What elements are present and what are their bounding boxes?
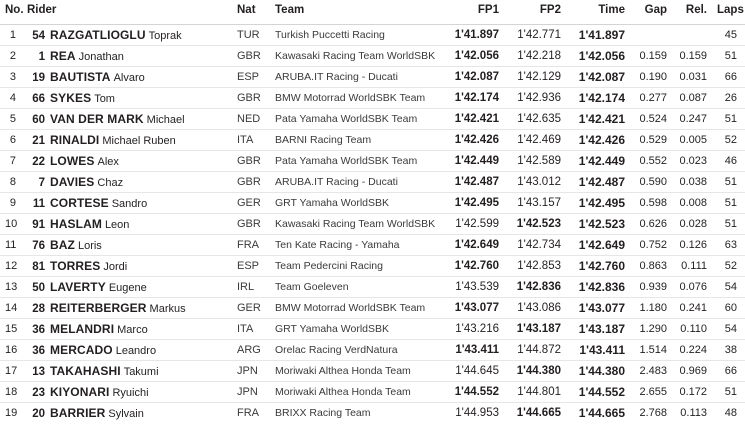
row-rider	[22, 151, 232, 172]
rider-number: 7	[38, 177, 45, 189]
row-fp2-time: 1'42.218	[504, 46, 566, 67]
row-rel: 0.023	[672, 151, 712, 172]
rider-firstname: Jordi	[103, 261, 128, 273]
row-laps: 51	[712, 172, 745, 193]
row-rider	[22, 67, 232, 88]
row-rel: 0.224	[672, 340, 712, 361]
row-fp2-time: 1'43.187	[504, 319, 566, 340]
row-fp2-time: 1'42.129	[504, 67, 566, 88]
rider-number: 23	[32, 387, 45, 399]
rider-surname: LAVERTY	[50, 280, 106, 294]
row-position: 6	[0, 130, 22, 151]
rider-surname: TORRES	[50, 259, 101, 273]
row-fp1-time: 1'42.087	[442, 67, 504, 88]
row-rel: 0.110	[672, 319, 712, 340]
row-laps: 51	[712, 382, 745, 403]
row-nationality: ESP	[232, 67, 270, 88]
row-fp2-time: 1'42.853	[504, 256, 566, 277]
row-rel	[672, 25, 712, 46]
row-team: GRT Yamaha WorldSBK	[270, 193, 442, 214]
row-position: 9	[0, 193, 22, 214]
table-row[interactable]	[0, 46, 745, 67]
rider-surname: REA	[50, 49, 76, 63]
column-header-rel[interactable]: Rel.	[672, 0, 712, 25]
row-fp1-time: 1'44.645	[442, 361, 504, 382]
rider-firstname: Takumi	[123, 366, 159, 378]
rider-number: 11	[32, 198, 45, 210]
rider-surname: CORTESE	[50, 196, 109, 210]
row-team: Kawasaki Racing Team WorldSBK	[270, 46, 442, 67]
rider-number: 36	[32, 345, 45, 357]
row-position: 18	[0, 382, 22, 403]
row-fp1-time: 1'44.953	[455, 407, 499, 419]
row-fp2-time: 1'42.734	[504, 235, 566, 256]
row-laps: 51	[712, 109, 745, 130]
row-nationality: TUR	[232, 25, 270, 46]
row-position: 2	[0, 46, 22, 67]
row-rider	[22, 88, 232, 109]
row-best-time: 1'42.087	[566, 67, 630, 88]
rider-number: 19	[32, 72, 45, 84]
row-rel: 0.076	[672, 277, 712, 298]
row-position: 5	[0, 109, 22, 130]
row-team: BRIXX Racing Team	[275, 407, 371, 419]
rider-surname: RAZGATLIOGLU	[50, 28, 146, 42]
row-rider	[22, 382, 232, 403]
table-row[interactable]	[0, 340, 745, 361]
rider-number: 36	[32, 324, 45, 336]
row-nationality: GBR	[232, 214, 270, 235]
row-rider	[22, 193, 232, 214]
rider-surname: TAKAHASHI	[50, 364, 121, 378]
rider-number: 13	[32, 366, 45, 378]
row-fp1-time: 1'42.174	[442, 88, 504, 109]
row-fp2-time: 1'42.836	[504, 277, 566, 298]
table-row[interactable]	[0, 25, 745, 46]
row-best-time: 1'44.380	[566, 361, 630, 382]
row-gap: 0.863	[630, 256, 672, 277]
rider-number: 81	[32, 261, 45, 273]
row-gap	[630, 25, 672, 46]
rider-firstname: Michael Ruben	[102, 135, 176, 147]
row-laps: 66	[712, 67, 745, 88]
table-row[interactable]	[0, 214, 745, 235]
row-best-time: 1'43.187	[566, 319, 630, 340]
row-position: 11	[0, 235, 22, 256]
rider-surname: LOWES	[50, 154, 95, 168]
row-team: BARNI Racing Team	[270, 130, 442, 151]
rider-number: 21	[32, 135, 45, 147]
table-header	[0, 0, 745, 25]
table-row[interactable]	[0, 130, 745, 151]
row-gap: 2.483	[630, 361, 672, 382]
rider-number: 50	[32, 282, 45, 294]
table-row[interactable]	[0, 67, 745, 88]
row-best-time: 1'43.411	[566, 340, 630, 361]
row-fp2-time: 1'42.936	[504, 88, 566, 109]
row-position: 13	[0, 277, 22, 298]
rider-firstname: Loris	[77, 240, 102, 252]
row-best-time: 1'43.077	[566, 298, 630, 319]
row-team: Team Goeleven	[270, 277, 442, 298]
row-rider	[22, 403, 232, 424]
row-team: Turkish Puccetti Racing	[270, 25, 442, 46]
row-nationality: FRA	[237, 407, 259, 419]
row-team: Orelac Racing VerdNatura	[270, 340, 442, 361]
row-nationality: FRA	[232, 235, 270, 256]
row-gap: 0.626	[630, 214, 672, 235]
rider-surname: DAVIES	[50, 175, 95, 189]
rider-surname: BAZ	[50, 238, 75, 252]
row-rel: 0.113	[680, 407, 707, 419]
row-fp1-time: 1'42.760	[442, 256, 504, 277]
rider-number: 91	[32, 219, 45, 231]
rider-firstname: Leon	[104, 219, 130, 231]
rider-number: 22	[32, 156, 45, 168]
row-rel: 0.247	[672, 109, 712, 130]
row-nationality: ESP	[232, 256, 270, 277]
row-fp2-time: 1'44.801	[504, 382, 566, 403]
row-best-time: 1'44.552	[566, 382, 630, 403]
row-position: 3	[0, 67, 22, 88]
row-fp1-time: 1'42.487	[442, 172, 504, 193]
row-laps: 51	[712, 193, 745, 214]
column-header-fp1[interactable]: FP1	[442, 0, 504, 25]
row-best-time: 1'44.665	[578, 406, 625, 420]
rider-number: 66	[32, 93, 45, 105]
row-laps: 46	[712, 151, 745, 172]
row-position: 10	[0, 214, 22, 235]
row-gap: 0.752	[630, 235, 672, 256]
column-header-team[interactable]: Team	[270, 0, 442, 25]
row-nationality: GBR	[232, 88, 270, 109]
row-rel: 0.087	[672, 88, 712, 109]
rider-number: 28	[32, 303, 45, 315]
row-laps: 52	[712, 130, 745, 151]
rider-firstname: Ryuichi	[112, 387, 149, 399]
row-rel: 0.031	[672, 67, 712, 88]
row-rider	[22, 235, 232, 256]
rider-surname: VAN DER MARK	[50, 112, 144, 126]
row-rider	[22, 256, 232, 277]
row-laps: 45	[712, 25, 745, 46]
rider-firstname: Sandro	[111, 198, 148, 210]
row-fp2-time: 1'44.872	[504, 340, 566, 361]
row-laps: 48	[724, 407, 737, 419]
column-header-fp2[interactable]: FP2	[504, 0, 566, 25]
row-gap: 0.552	[630, 151, 672, 172]
row-nationality: ITA	[232, 130, 270, 151]
row-fp2-time: 1'42.771	[504, 25, 566, 46]
row-team: GRT Yamaha WorldSBK	[270, 319, 442, 340]
row-team: Ten Kate Racing - Yamaha	[270, 235, 442, 256]
row-team: Pata Yamaha WorldSBK Team	[270, 109, 442, 130]
table-row[interactable]	[0, 235, 745, 256]
row-gap: 0.590	[630, 172, 672, 193]
row-laps: 51	[712, 214, 745, 235]
row-rider	[22, 172, 232, 193]
table-row[interactable]	[0, 319, 745, 340]
rider-surname: RINALDI	[50, 133, 100, 147]
rider-number: 54	[32, 30, 45, 42]
row-rider	[22, 319, 232, 340]
row-rel: 0.969	[672, 361, 712, 382]
row-position: 8	[0, 172, 22, 193]
row-team: ARUBA.IT Racing - Ducati	[270, 67, 442, 88]
table-row[interactable]	[0, 151, 745, 172]
row-fp1-time: 1'43.539	[442, 277, 504, 298]
rider-number: 20	[32, 408, 45, 420]
row-fp1-time: 1'43.411	[442, 340, 504, 361]
row-rider	[22, 25, 232, 46]
row-rider	[22, 214, 232, 235]
row-best-time: 1'42.426	[566, 130, 630, 151]
table-body	[0, 25, 745, 424]
row-gap: 0.190	[630, 67, 672, 88]
row-rel: 0.126	[672, 235, 712, 256]
table-row[interactable]	[0, 172, 745, 193]
table-row[interactable]	[0, 277, 745, 298]
table-row[interactable]	[0, 109, 745, 130]
header-row	[0, 0, 745, 25]
row-best-time: 1'42.421	[566, 109, 630, 130]
row-nationality: IRL	[232, 277, 270, 298]
row-laps: 54	[712, 277, 745, 298]
row-fp2-time: 1'44.380	[504, 361, 566, 382]
row-rel: 0.111	[672, 256, 712, 277]
rider-firstname: Toprak	[148, 30, 182, 42]
row-position: 17	[0, 361, 22, 382]
row-laps: 38	[712, 340, 745, 361]
row-nationality: GBR	[232, 172, 270, 193]
row-gap: 2.655	[630, 382, 672, 403]
row-rel: 0.005	[672, 130, 712, 151]
table-row[interactable]	[0, 256, 745, 277]
row-best-time: 1'42.449	[566, 151, 630, 172]
row-position: 1	[0, 25, 22, 46]
row-gap: 0.159	[630, 46, 672, 67]
row-gap: 0.524	[630, 109, 672, 130]
row-rider	[22, 340, 232, 361]
row-laps: 26	[712, 88, 745, 109]
row-nationality: ARG	[232, 340, 270, 361]
rider-surname: BARRIER	[50, 406, 106, 420]
row-laps: 54	[712, 319, 745, 340]
row-nationality: GBR	[232, 46, 270, 67]
rider-firstname: Michael	[146, 114, 185, 126]
row-rider	[22, 46, 232, 67]
row-laps: 66	[712, 361, 745, 382]
rider-firstname: Alvaro	[113, 72, 145, 84]
row-position: 15	[0, 319, 22, 340]
row-fp1-time: 1'42.056	[442, 46, 504, 67]
row-best-time: 1'42.649	[566, 235, 630, 256]
row-best-time: 1'42.056	[566, 46, 630, 67]
row-team: BMW Motorrad WorldSBK Team	[270, 298, 442, 319]
row-fp1-time: 1'42.426	[442, 130, 504, 151]
rider-number: 76	[32, 240, 45, 252]
row-rider	[22, 130, 232, 151]
row-nationality: GER	[232, 298, 270, 319]
row-rel: 0.008	[672, 193, 712, 214]
column-header-gap[interactable]: Gap	[630, 0, 672, 25]
row-rider	[22, 109, 232, 130]
rider-number: 1	[38, 51, 45, 63]
row-fp2-time: 1'42.635	[504, 109, 566, 130]
rider-number: 60	[32, 114, 45, 126]
column-header-nat[interactable]: Nat	[232, 0, 270, 25]
row-team: Pata Yamaha WorldSBK Team	[270, 151, 442, 172]
row-gap: 2.768	[639, 407, 667, 419]
rider-firstname: Markus	[149, 303, 186, 315]
row-gap: 0.939	[630, 277, 672, 298]
rider-surname: KIYONARI	[50, 385, 110, 399]
row-rel: 0.028	[672, 214, 712, 235]
row-gap: 0.598	[630, 193, 672, 214]
row-fp1-time: 1'42.599	[442, 214, 504, 235]
row-gap: 0.529	[630, 130, 672, 151]
row-gap: 1.514	[630, 340, 672, 361]
rider-firstname: Sylvain	[108, 408, 144, 420]
row-fp2-time: 1'43.086	[504, 298, 566, 319]
rider-firstname: Jonathan	[78, 51, 124, 63]
table-row[interactable]	[0, 382, 745, 403]
row-best-time: 1'42.523	[566, 214, 630, 235]
row-fp1-time: 1'42.649	[442, 235, 504, 256]
rider-firstname: Leandro	[115, 345, 157, 357]
rider-firstname: Chaz	[97, 177, 124, 189]
row-rider	[22, 361, 232, 382]
rider-firstname: Marco	[117, 324, 148, 336]
row-rel: 0.038	[672, 172, 712, 193]
row-laps: 51	[712, 46, 745, 67]
row-fp1-time: 1'44.552	[442, 382, 504, 403]
row-team: Team Pedercini Racing	[270, 256, 442, 277]
rider-firstname: Eugene	[108, 282, 147, 294]
row-position: 7	[0, 151, 22, 172]
column-header-time[interactable]: Time	[566, 0, 630, 25]
row-nationality: JPN	[232, 382, 270, 403]
table-row[interactable]	[0, 88, 745, 109]
column-header-rider[interactable]: Rider	[22, 0, 232, 25]
row-best-time: 1'42.760	[566, 256, 630, 277]
row-laps: 60	[712, 298, 745, 319]
row-best-time: 1'42.174	[566, 88, 630, 109]
row-fp1-time: 1'41.897	[442, 25, 504, 46]
column-header-laps[interactable]: Laps	[712, 0, 745, 25]
rider-surname: REITERBERGER	[50, 301, 147, 315]
row-gap: 1.180	[630, 298, 672, 319]
row-team: Moriwaki Althea Honda Team	[270, 361, 442, 382]
row-rider	[22, 298, 232, 319]
row-fp1-time: 1'42.449	[442, 151, 504, 172]
row-best-time: 1'41.897	[566, 25, 630, 46]
row-best-time: 1'42.495	[566, 193, 630, 214]
row-position: 12	[0, 256, 22, 277]
row-position: 14	[0, 298, 22, 319]
row-fp2-time: 1'42.469	[504, 130, 566, 151]
row-fp2-time: 1'44.665	[516, 407, 561, 419]
row-fp1-time: 1'42.421	[442, 109, 504, 130]
table-row[interactable]	[0, 298, 745, 319]
row-fp1-time: 1'42.495	[442, 193, 504, 214]
table-row[interactable]	[0, 193, 745, 214]
row-fp2-time: 1'42.523	[504, 214, 566, 235]
row-gap: 0.277	[630, 88, 672, 109]
column-header-position[interactable]: No.	[0, 0, 22, 25]
row-nationality: ITA	[232, 319, 270, 340]
row-fp1-time: 1'43.077	[442, 298, 504, 319]
row-fp2-time: 1'43.157	[504, 193, 566, 214]
rider-firstname: Alex	[97, 156, 119, 168]
rider-surname: MERCADO	[50, 343, 113, 357]
rider-surname: HASLAM	[50, 217, 102, 231]
table-row[interactable]	[0, 361, 745, 382]
row-position: 4	[0, 88, 22, 109]
row-position: 16	[0, 340, 22, 361]
row-position: 19	[5, 407, 18, 419]
row-nationality: GER	[232, 193, 270, 214]
row-team: ARUBA.IT Racing - Ducati	[270, 172, 442, 193]
row-rel: 0.159	[672, 46, 712, 67]
row-gap: 1.290	[630, 319, 672, 340]
row-team: Kawasaki Racing Team WorldSBK	[270, 214, 442, 235]
row-fp2-time: 1'42.589	[504, 151, 566, 172]
row-nationality: NED	[232, 109, 270, 130]
row-team: BMW Motorrad WorldSBK Team	[270, 88, 442, 109]
row-fp1-time: 1'43.216	[442, 319, 504, 340]
row-team: Moriwaki Althea Honda Team	[270, 382, 442, 403]
row-nationality: JPN	[232, 361, 270, 382]
row-best-time: 1'42.487	[566, 172, 630, 193]
row-fp2-time: 1'43.012	[504, 172, 566, 193]
rider-surname: MELANDRI	[50, 322, 115, 336]
table-row[interactable]	[0, 403, 745, 424]
row-laps: 52	[712, 256, 745, 277]
row-rel: 0.241	[672, 298, 712, 319]
row-rider	[22, 277, 232, 298]
rider-surname: BAUTISTA	[50, 70, 111, 84]
row-rel: 0.172	[672, 382, 712, 403]
rider-firstname: Tom	[94, 93, 115, 105]
row-nationality: GBR	[232, 151, 270, 172]
row-best-time: 1'42.836	[566, 277, 630, 298]
rider-surname: SYKES	[50, 91, 92, 105]
row-laps: 63	[712, 235, 745, 256]
